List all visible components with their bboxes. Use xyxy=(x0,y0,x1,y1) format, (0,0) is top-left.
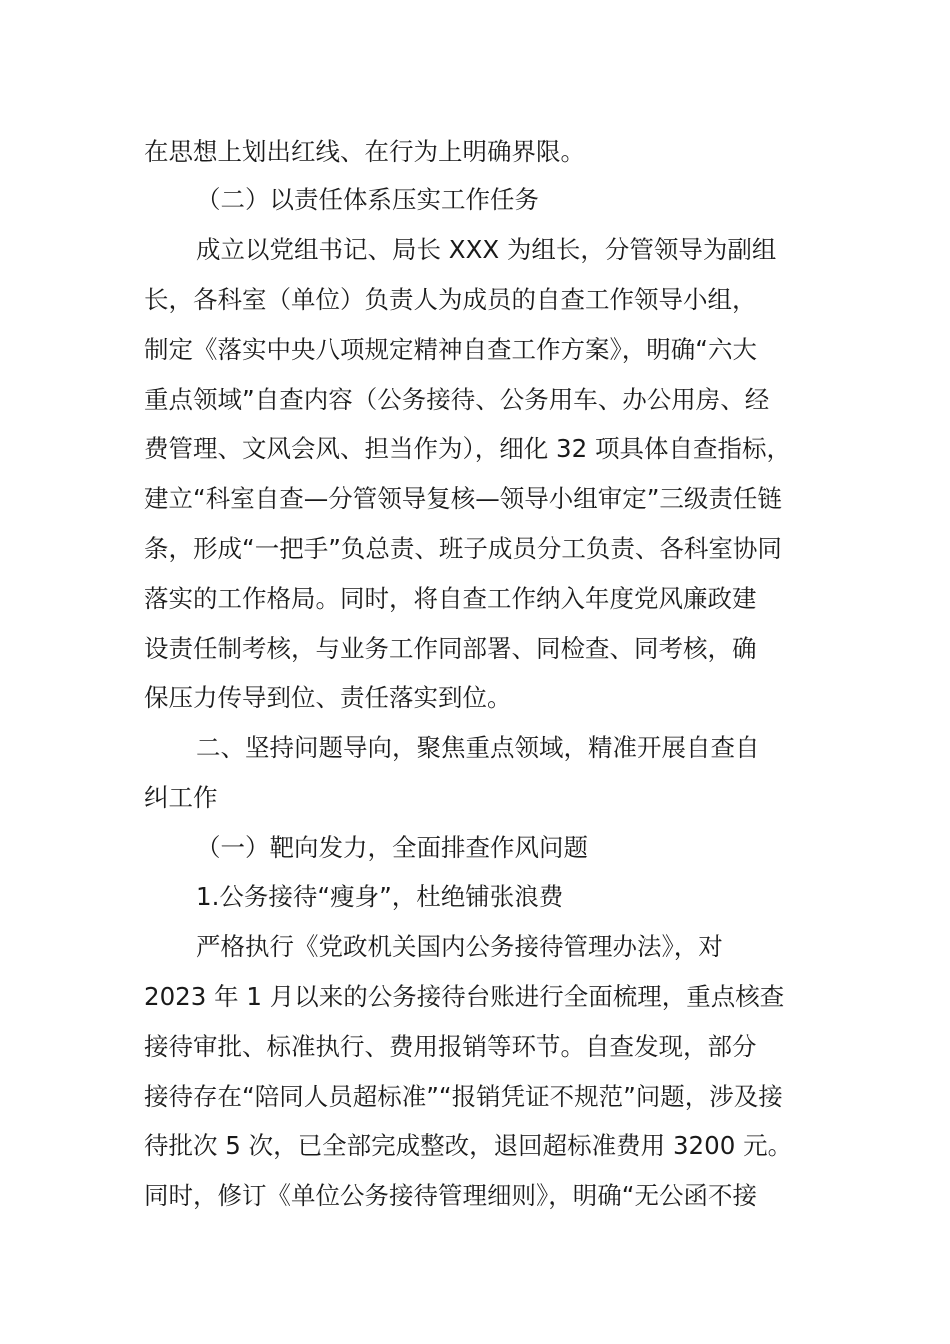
chapter-heading: 二、坚持问题导向，聚焦重点领域，精准开展自查自 xyxy=(196,733,760,762)
section-heading: （二）以责任体系压实工作任务 xyxy=(196,185,539,214)
text-line: 同时，修订《单位公务接待管理细则》，明确“无公函不接 xyxy=(144,1181,757,1210)
text-line: 建立“科室自查—分管领导复核—领导小组审定”三级责任链 xyxy=(144,484,782,513)
text-line: 成立以党组书记、局长 XXX 为组长，分管领导为副组 xyxy=(196,235,777,264)
text-line: 落实的工作格局。同时，将自查工作纳入年度党风廉政建 xyxy=(144,584,757,613)
subsection-heading: 1.公务接待“瘦身”，杜绝铺张浪费 xyxy=(196,882,564,911)
text-line: 费管理、文风会风、担当作为），细化 32 项具体自查指标， xyxy=(144,434,791,463)
section-heading: （一）靶向发力，全面排查作风问题 xyxy=(196,833,588,862)
text-line: 在思想上划出红线、在行为上明确界限。 xyxy=(144,137,585,166)
text-line: 制定《落实中央八项规定精神自查工作方案》，明确“六大 xyxy=(144,335,757,364)
text-line: 重点领域”自查内容（公务接待、公务用车、办公用房、经 xyxy=(144,385,770,414)
text-line: 设责任制考核，与业务工作同部署、同检查、同考核，确 xyxy=(144,634,757,663)
text-line: 保压力传导到位、责任落实到位。 xyxy=(144,683,512,712)
chapter-heading-continued: 纠工作 xyxy=(144,783,218,812)
text-line: 2023 年 1 月以来的公务接待台账进行全面梳理，重点核查 xyxy=(144,982,785,1011)
text-line: 严格执行《党政机关国内公务接待管理办法》，对 xyxy=(196,932,723,961)
text-line: 接待审批、标准执行、费用报销等环节。自查发现，部分 xyxy=(144,1032,757,1061)
text-line: 接待存在“陪同人员超标准”“报销凭证不规范”问题，涉及接 xyxy=(144,1082,783,1111)
text-line: 待批次 5 次，已全部完成整改，退回超标准费用 3200 元。 xyxy=(144,1131,793,1160)
text-line: 长，各科室（单位）负责人为成员的自查工作领导小组， xyxy=(144,285,757,314)
text-line: 条，形成“一把手”负总责、班子成员分工负责、各科室协同 xyxy=(144,534,782,563)
